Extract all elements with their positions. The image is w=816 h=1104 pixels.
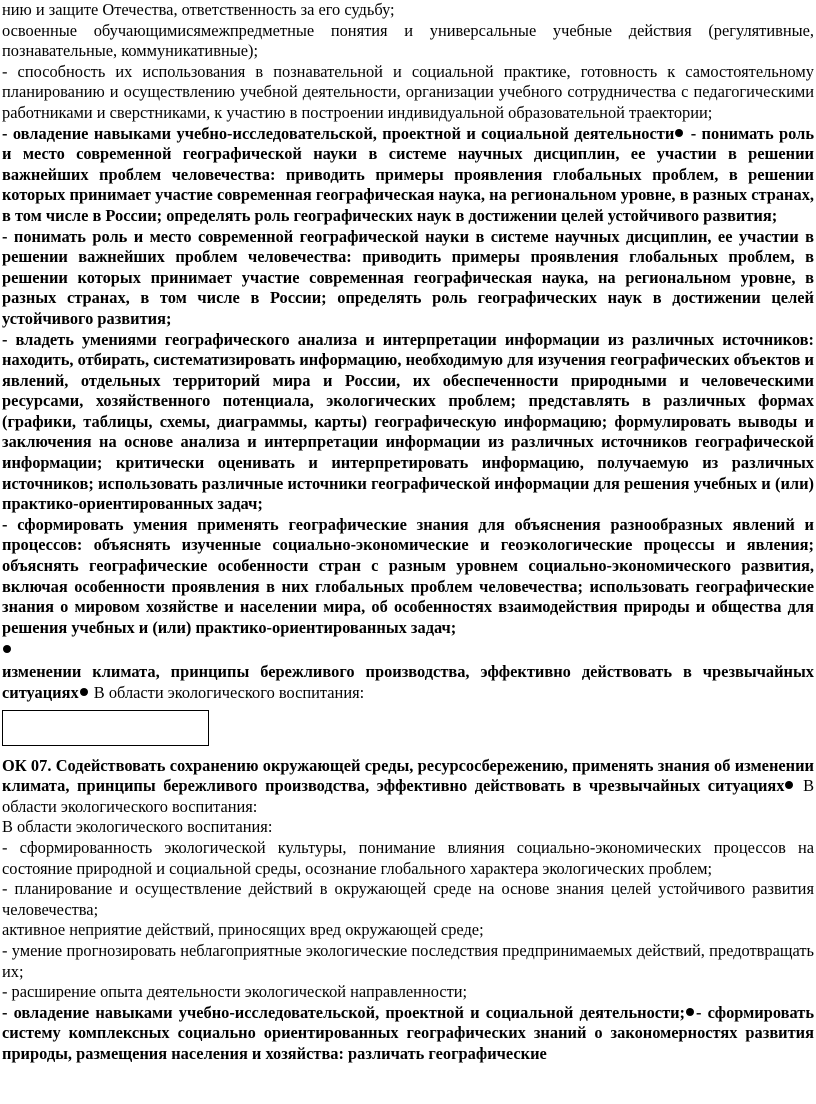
paragraph-3: - овладение навыками учебно-исследовательской, проектной и социальной деятельности [2, 123, 675, 143]
paragraph-16: - умение прогнозировать неблагоприятные экологические последствия предпринимаемых действий, предотвращать их; [2, 940, 814, 981]
paragraph-ok07 [2, 756, 814, 818]
paragraph-10: ОК 07. Содействовать сохранению окружающей среды, ресурсосбережению, применять знания об изменении климата, принципы бережливого производства, эффективно действовать в чрезвычайных ситуациях [2, 755, 814, 796]
paragraph-0: нию и защите Отечества, ответственность за его судьбу; [2, 0, 395, 19]
paragraph-6: - владеть умениями географического анализа и интерпретации информации из различных источников: находить, отбирать, систематизировать информацию, необходимую для изучения географических объектов и явлений, отдельных территорий мира и России, их обеспеченности природными и человеческими ресурсами, хозяйственного потенциала, экологических проблем; представлять в различных формах (графики, таблицы, схемы, диаграммы, карты) географическую информацию; формулировать выводы и заключения на основе анализа и интерпретации информации из различных источников географической информации; критически оценивать и интерпретировать информацию, получаемую из различных источников; использовать различные источники географической информации для решения учебных и (или) практико-ориентированных задач; [2, 329, 814, 514]
paragraph-11: В области экологического воспитания: [2, 776, 814, 816]
bullet-dot-icon [675, 129, 683, 137]
paragraph-7: - сформировать умения применять географические знания для объяснения разнообразных явлений и процессов: объяснять изученные социально-экономические и геоэкологические процессы и явления; объяснять географические особенности стран с разным уровнем социально-экономического развития, включая особенности проявления в них глобальных проблем человечества; использовать географические знания о мировом хозяйстве и населении мира, об особенностях взаимодействия природы и общества для решения учебных и (или) практико-ориентированных задач; [2, 514, 814, 637]
bullet-dot-icon [785, 781, 793, 789]
paragraph-17: - расширение опыта деятельности экологической направленности; [2, 982, 468, 1002]
bullet-dot-icon [80, 688, 88, 696]
paragraph-20: сформировать систему комплексных социально ориентированных географических знаний о закономерностях развития природы, размещения населения и хозяйства: различать географические [2, 1002, 814, 1063]
bullet-dot-icon [686, 1008, 694, 1016]
paragraph-15: активное неприятие действий, приносящих вред окружающей среде; [2, 920, 484, 940]
empty-box [2, 710, 209, 746]
bullet-dot-icon [3, 645, 11, 653]
paragraph-4: - понимать роль и место современной географической науки в системе научных дисциплин, ее участии в решении важнейших проблем человечества: приводить примеры проявления глобальных проблем, в решении которых принимает участие современная географическая наука, на региональном уровне, в разных странах, в том числе в России; определять роль географических наук в достижении целей устойчивого развития; [2, 123, 814, 225]
bullet-line [2, 638, 814, 662]
paragraph-18: - овладение навыками учебно-исследовательской, проектной и социальной деятельности; [2, 1002, 686, 1022]
paragraph-skills-and-geography [2, 124, 814, 227]
paragraph-climate-first [2, 662, 814, 703]
empty-box-row [2, 704, 814, 756]
paragraph-5: - понимать роль и место современной географической науки в системе научных дисциплин, ее участии в решении важнейших проблем человечества: приводить примеры проявления глобальных проблем, в решении которых принимает участие современная географическая наука, на региональном уровне, в разных странах, в том числе в России; определять роль географических наук в достижении целей устойчивого развития; [2, 226, 814, 328]
paragraph-12: В области экологического воспитания: [2, 817, 273, 837]
paragraph-9: В области экологического воспитания: [93, 683, 365, 702]
paragraph-1: освоенные обучающимисямежпредметные понятия и универсальные учебные действия (регулятивные, познавательные, коммуникативные); [2, 20, 814, 61]
paragraph-2: - способность их использования в познавательной и социальной практике, готовность к самостоятельному планированию и осуществлению учебной деятельности, организации учебного сотрудничества с педагогическими работниками и сверстниками, к участию в построении индивидуальной образовательной траектории; [2, 61, 814, 122]
paragraph-final [2, 1003, 814, 1065]
paragraph-13: - сформированность экологической культуры, понимание влияния социально-экономических процессов на состояние природной и социальной среды, осознание глобального характера экологических проблем; [2, 837, 814, 878]
paragraph-19: - [696, 1002, 702, 1022]
paragraph-14: - планирование и осуществление действий в окружающей среде на основе знания целей устойчивого развития человечества; [2, 879, 814, 919]
paragraph-8: изменении климата, принципы бережливого производства, эффективно действовать в чрезвычайных ситуациях [2, 662, 814, 702]
